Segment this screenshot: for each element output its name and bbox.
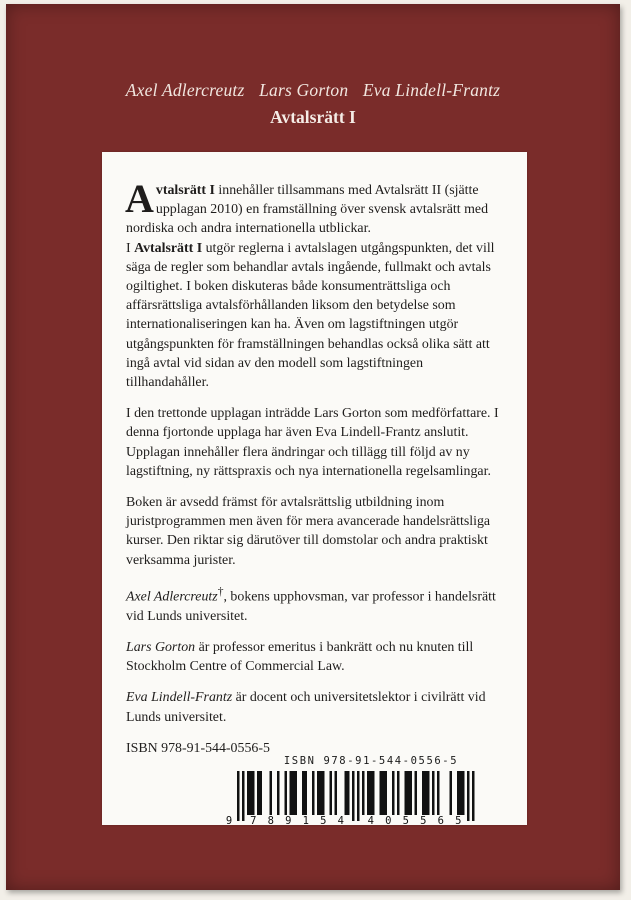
barcode-bar — [372, 771, 375, 815]
title-inline: vtalsrätt I — [155, 183, 215, 198]
barcode-bar — [285, 771, 288, 815]
blurb-text — [125, 176, 502, 770]
barcode-bar — [370, 771, 373, 815]
bio-adlercreutz — [126, 582, 502, 626]
author-name: Axel Adlercreutz — [125, 80, 245, 100]
cover-authors — [6, 80, 620, 101]
bio-text: är professor emeritus i bankrätt och nu knuten till Stockholm Centre of Commercial Law. — [126, 639, 474, 675]
barcode-digit: 6 — [437, 815, 444, 825]
barcode-bar — [335, 771, 338, 815]
barcode-bar — [392, 771, 395, 815]
barcode-bar — [302, 771, 305, 815]
bio-name: Axel Adlercreutz — [126, 589, 218, 605]
barcode-bar — [460, 771, 463, 815]
barcode-bar — [410, 771, 413, 815]
barcode-bar — [247, 771, 250, 815]
barcode-bar — [270, 771, 273, 815]
barcode-bar — [290, 771, 293, 815]
barcode-digit: 5 — [455, 815, 462, 825]
barcode-digit: 9 — [225, 815, 233, 825]
paragraph-edition: I den trettonde upplagan inträdde Lars Gorton som medförfattare. I denna fjortonde upplaga har även Eva Lindell-Frantz anslutit. Upplagan innehåller flera ändringar och tillägg till följd av ny lagstiftning, ny rättspraxis och nya internationella regelsamlingar. — [126, 406, 499, 479]
blurb-panel — [102, 152, 527, 825]
barcode-digit: 1 — [302, 815, 309, 825]
barcode-digit: 5 — [420, 815, 427, 825]
barcode-bar — [422, 771, 425, 815]
title-inline: Avtalsrätt I — [134, 240, 203, 256]
barcode-bar — [250, 771, 253, 815]
book-back-cover — [6, 4, 620, 890]
intro-text: innehåller tillsammans med Avtalsrätt II (sjätte upplagan 2010) en framställning över svensk avtalsrätt med nordiska och andra internationella utblickar. — [126, 183, 489, 237]
bio-gorton — [126, 638, 502, 676]
drop-cap: A — [125, 176, 154, 221]
author-name: Lars Gorton — [259, 80, 349, 100]
barcode-graphic — [219, 771, 501, 825]
barcode-bar — [237, 771, 240, 821]
barcode-bar — [257, 771, 260, 815]
paragraph-intro — [125, 176, 502, 392]
barcode-bar — [347, 771, 350, 815]
barcode-bar — [322, 771, 325, 815]
isbn-text: ISBN 978-91-544-0556-5 — [126, 740, 270, 756]
barcode-bar — [415, 771, 418, 815]
barcode-bar — [305, 771, 308, 815]
barcode-bar — [467, 771, 470, 821]
deceased-mark: † — [217, 584, 224, 598]
bio-name: Lars Gorton — [126, 639, 196, 655]
barcode-bar — [425, 771, 428, 815]
barcode-bar — [352, 771, 355, 821]
barcode-digit: 8 — [267, 815, 274, 825]
barcode-bar — [295, 771, 298, 815]
barcode-bar — [330, 771, 333, 815]
barcode-bar — [457, 771, 460, 815]
barcode-bar — [437, 771, 440, 815]
barcode-digit: 7 — [250, 815, 257, 825]
barcode-bar — [317, 771, 320, 815]
barcode-bar — [367, 771, 370, 815]
barcode-bar — [362, 771, 365, 815]
barcode-caption: ISBN 978-91-544-0556-5 — [283, 755, 459, 767]
book-title: Avtalsrätt I — [270, 107, 356, 127]
barcode-bar — [405, 771, 408, 815]
barcode-bar — [432, 771, 435, 815]
barcode-bar — [277, 771, 280, 815]
intro-prefix: I — [126, 240, 135, 256]
barcode-bar — [472, 771, 475, 821]
barcode-bar — [312, 771, 315, 815]
barcode-bar — [292, 771, 295, 815]
bio-lindell-frantz — [126, 688, 502, 726]
barcode-digit: 4 — [367, 815, 374, 825]
bio-text: är docent och universitetslektor i civilrätt vid Lunds universitet. — [126, 690, 486, 725]
paragraph-audience: Boken är avsedd främst för avtalsrättslig utbildning inom juristprogrammen men även för mera avancerade handelsrättsliga kurser. Den riktar sig därutöver till domstolar och andra praktiskt verksamma jurister. — [126, 495, 491, 568]
barcode-bar — [252, 771, 255, 815]
barcode-bar — [382, 771, 385, 815]
barcode-bar — [462, 771, 465, 815]
barcode-bar — [320, 771, 323, 815]
barcode-bar — [380, 771, 383, 815]
barcode-bar — [397, 771, 400, 815]
intro-text-2: utgör reglerna i avtalslagen utgångspunkten, det vill säga de regler som behandlar avtals ingående, fullmakt och avtals ogiltighet. I boken diskuteras både konsumenträttsliga och affärsrättsliga avtalsförhållanden liksom den betydelse som internationaliseringen kan ha. Även om lagstiftningen utgör utgångspunkten för framställningen behandlas också olika sätt att ingå avtal vid sidan av den modell som lagstiftningen tillhandahåller. — [126, 240, 495, 391]
barcode-digit: 9 — [285, 815, 292, 825]
bio-name: Eva Lindell-Frantz — [126, 690, 233, 706]
barcode-digit: 5 — [320, 815, 327, 825]
bio-text: , bokens upphovsman, var professor i handelsrätt vid Lunds universitet. — [126, 589, 496, 624]
author-name: Eva Lindell-Frantz — [362, 80, 501, 100]
isbn-barcode — [219, 755, 501, 825]
barcode-bar — [357, 771, 360, 821]
barcode-digit: 0 — [385, 815, 392, 825]
barcode-bar — [345, 771, 348, 815]
barcode-digit: 5 — [402, 815, 409, 825]
barcode-bar — [385, 771, 388, 815]
barcode-digit: 4 — [337, 815, 344, 825]
barcode-bar — [260, 771, 263, 815]
barcode-bar — [450, 771, 453, 815]
barcode-bar — [242, 771, 245, 821]
barcode-bar — [427, 771, 430, 815]
barcode-bar — [407, 771, 410, 815]
